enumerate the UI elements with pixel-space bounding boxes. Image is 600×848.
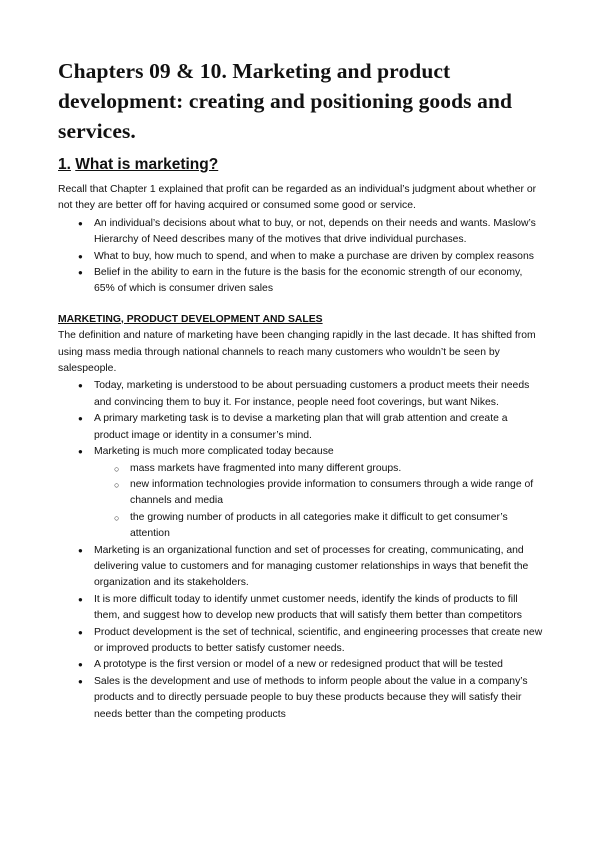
list-item: ● It is more difficult today to identify unmet customer needs, identify the kinds of products to fill them, and suggest how to develop new products that will satisfy them better than competitors xyxy=(58,592,545,625)
sub-list-item: ○ the growing number of products in all categories make it difficult to get consumer’s attention xyxy=(94,510,545,543)
section1-bullet-list xyxy=(58,216,545,298)
sub-list-item: ○ mass markets have fragmented into many different groups. xyxy=(94,461,545,477)
section-number: 1. xyxy=(58,156,71,173)
section2-bullet-list xyxy=(58,378,545,723)
list-item: ● Product development is the set of technical, scientific, and engineering processes that create new or improved products to better satisfy customer needs. xyxy=(58,625,545,658)
sub-list-item: ○ new information technologies provide information to consumers through a wide range of channels and media xyxy=(94,477,545,510)
list-item: ● An individual’s decisions about what to buy, or not, depends on their needs and wants. Maslow’s Hierarchy of Need describes many of the motives that drive individual purchases. xyxy=(58,216,545,249)
list-item: ● Sales is the development and use of methods to inform people about the value in a company’s products and to directly persuade people to buy these products because they will satisfy their needs better than the competing products xyxy=(58,674,545,723)
document-title: Chapters 09 & 10. Marketing and product development: creating and positioning goods and services. xyxy=(58,59,513,143)
sub-bullet-list xyxy=(94,461,545,543)
section-title: What is marketing? xyxy=(75,156,219,173)
list-item: ● Belief in the ability to earn in the future is the basis for the economic strength of our economy, 65% of which is consumer driven sales xyxy=(58,265,545,298)
list-item: ● A primary marketing task is to devise a marketing plan that will grab attention and create a product image or identity in a consumer’s mind. xyxy=(58,411,545,444)
list-item xyxy=(58,444,545,542)
list-item: ● Marketing is an organizational function and set of processes for creating, communicating, and delivering value to customers and for managing customer relationships in ways that benefit the organization and its stakeholders. xyxy=(58,543,545,592)
list-item: ● Today, marketing is understood to be about persuading customers a product meets their needs and convincing them to buy it. For instance, people need foot coverings, but want Nikes. xyxy=(58,378,545,411)
section1-intro: Recall that Chapter 1 explained that profit can be regarded as an individual’s judgment about whether or not they are better off for having acquired or consumed some good or service. xyxy=(58,184,537,212)
section-heading-what-is-marketing xyxy=(58,154,545,176)
list-item: ● A prototype is the first version or model of a new or redesigned product that will be tested xyxy=(58,657,545,673)
section2-intro: The definition and nature of marketing have been changing rapidly in the last decade. It has shifted from using mass media through national channels to reach many customers who wouldn’t be seen by salespeople. xyxy=(58,330,536,375)
list-item-text: Marketing is much more complicated today because xyxy=(94,446,334,458)
list-item: ● What to buy, how much to spend, and when to make a purchase are driven by complex reasons xyxy=(58,249,545,265)
subsection-heading: MARKETING, PRODUCT DEVELOPMENT AND SALES xyxy=(58,313,323,325)
